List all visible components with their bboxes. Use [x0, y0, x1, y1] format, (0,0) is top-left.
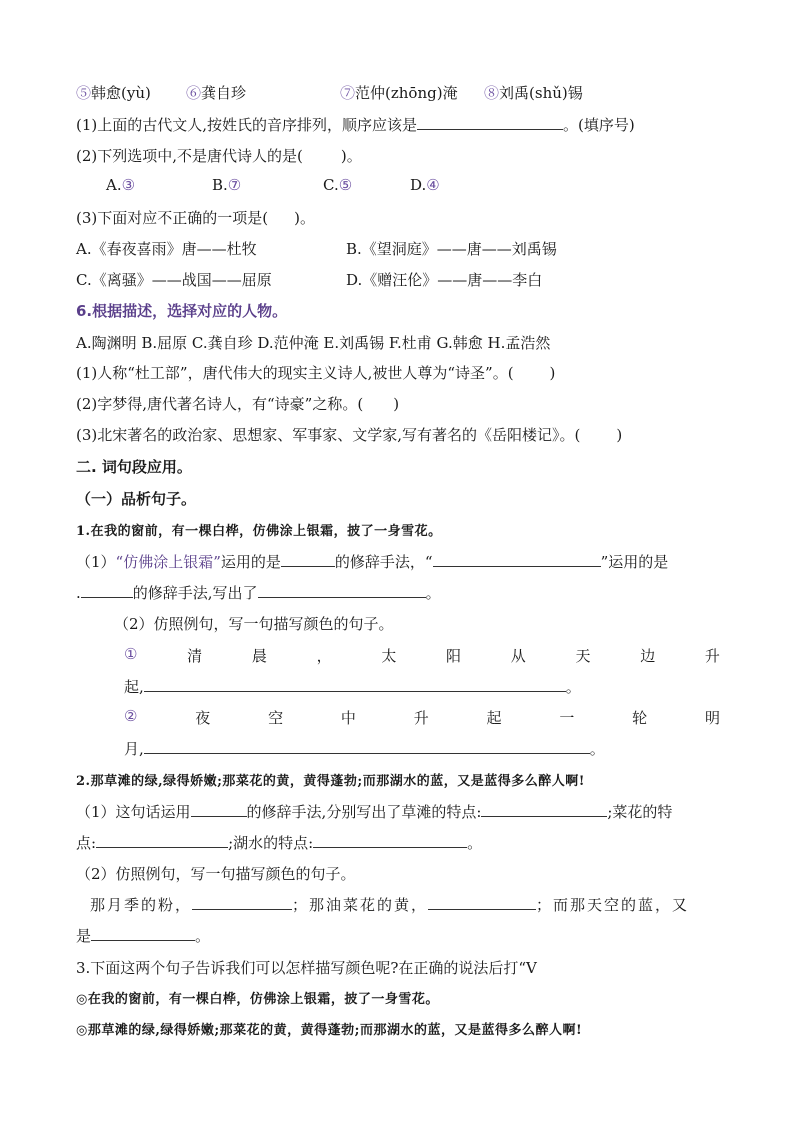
question-text: (2)下列选项中,不是唐代诗人的是( [76, 147, 303, 165]
char: 从 [510, 647, 526, 665]
char: 空 [268, 709, 284, 727]
char: 天 [575, 647, 591, 665]
punctuation: 。 [467, 834, 483, 852]
question-text: (1)人称“杜工部”，唐代伟大的现实主义诗人,被世人尊为“诗圣”。( [76, 364, 514, 382]
punctuation: 。 [425, 584, 441, 602]
subsection-title: （一）品析句子。 [76, 490, 197, 508]
char: 晨 [251, 647, 267, 665]
name-item-6 [186, 82, 246, 103]
punctuation: 。 [195, 927, 211, 945]
circled-number: ② [124, 707, 138, 725]
option-label: B. [212, 176, 228, 194]
circled-number: ⑤ [76, 84, 92, 102]
sentence-1: 1.在我的窗前，有一棵白桦，仿佛涂上银霜，披了一身雪花。 [76, 524, 442, 539]
circled-number: ③ [121, 176, 136, 194]
name-list [76, 82, 151, 103]
s3-sentence-b: ◎那草滩的绿,绿得娇嫩;那菜花的黄，黄得蓬勃;而那湖水的蓝，又是蓝得多么醉人啊! [76, 1023, 583, 1038]
name-item-7 [340, 82, 458, 103]
answer-blank[interactable] [192, 895, 292, 910]
q3-option-c: C.《离骚》——战国——屈原 [76, 271, 272, 289]
option-label: A. [106, 176, 122, 194]
question-1 [76, 114, 635, 135]
char: 边 [640, 647, 656, 665]
example-1-cont [124, 676, 581, 697]
circled-number: ⑦ [340, 84, 356, 102]
option-b [212, 176, 241, 194]
question-tail: ) [393, 395, 400, 413]
answer-blank[interactable] [433, 552, 601, 567]
answer-blank[interactable] [144, 677, 566, 692]
question-text: 的修辞手法,写出了 [132, 584, 258, 602]
option-a [106, 176, 135, 194]
answer-blank[interactable] [96, 833, 228, 848]
question-3 [76, 207, 315, 228]
circled-number: ⑥ [186, 84, 202, 102]
circled-number: ④ [426, 176, 440, 194]
part-2-title: 二. 词句段应用。 [76, 458, 192, 476]
question-text: 点: [76, 834, 97, 852]
name-item-8 [484, 82, 583, 103]
question-text: 的修辞手法,分别写出了草滩的特点: [246, 803, 482, 821]
char: 阳 [446, 647, 462, 665]
question-text: ;菜花的特 [607, 803, 673, 821]
question-tail: 。(填序号) [563, 116, 635, 134]
example-2-line [124, 707, 720, 728]
char: 升 [413, 709, 429, 727]
name-item: 龚自珍 [201, 84, 247, 102]
question-text: (3)下面对应不正确的一项是( [76, 209, 269, 227]
circled-number: ⑧ [484, 84, 500, 102]
char: 中 [340, 709, 356, 727]
example-text: ；那油菜花的黄， [292, 896, 429, 914]
question-text: ”运用的是 [600, 553, 669, 571]
quote: “仿佛涂上银霜” [115, 553, 221, 571]
question-text: (1)上面的古代文人,按姓氏的音序排列，顺序应该是 [76, 116, 418, 134]
punctuation: . [76, 584, 81, 602]
option-label: C. [323, 176, 339, 194]
char: 太 [381, 647, 397, 665]
answer-blank[interactable] [281, 552, 335, 567]
answer-blank[interactable] [191, 802, 247, 817]
option-c [323, 176, 352, 194]
char: 升 [704, 647, 720, 665]
s1-question-1-cont [76, 582, 441, 603]
s3-question: 3.下面这两个句子告诉我们可以怎样描写颜色呢?在正确的说法后打“V [76, 959, 537, 977]
s2-question-1 [76, 801, 672, 822]
s2-example-line-1 [90, 894, 689, 915]
question-tail: )。 [294, 209, 315, 227]
punctuation: 。 [589, 740, 605, 758]
name-item: 范仲(zhōng)淹 [355, 84, 458, 102]
question-text: (2)字梦得,唐代著名诗人，有“诗豪”之称。( [76, 395, 364, 413]
example-text: 那月季的粉， [90, 896, 193, 914]
example-text: ；而那天空的蓝，又 [536, 896, 690, 914]
example-text: 是 [76, 927, 92, 945]
char: 起 [486, 709, 502, 727]
circled-number: ① [124, 645, 138, 663]
char: ， [316, 647, 332, 665]
s6-question-1 [76, 362, 555, 383]
answer-blank[interactable] [313, 833, 467, 848]
question-tail: ) [549, 364, 556, 382]
answer-blank[interactable] [144, 739, 590, 754]
answer-blank[interactable] [91, 926, 195, 941]
option-d [410, 176, 440, 194]
question-text: （1）这句话运用 [76, 803, 191, 821]
person-options: A.陶渊明 B.屈原 C.龚自珍 D.范仲淹 E.刘禹锡 F.杜甫 G.韩愈 H.孟浩然 [76, 334, 551, 352]
s1-question-1 [76, 551, 668, 572]
q3-option-d: D.《赠汪伦》——唐——李白 [346, 271, 543, 289]
sentence-2: 2.那草滩的绿,绿得娇嫩;那菜花的黄，黄得蓬勃;而那湖水的蓝，又是蓝得多么醉人啊! [76, 774, 585, 789]
answer-blank[interactable] [481, 802, 607, 817]
answer-blank[interactable] [81, 583, 133, 598]
name-item: 刘禹(shǔ)锡 [499, 84, 583, 102]
question-text: ;湖水的特点: [228, 834, 314, 852]
s2-example-line-2 [76, 925, 210, 946]
answer-blank[interactable] [428, 895, 536, 910]
circled-number: ⑦ [227, 176, 242, 194]
question-text: (3)北宋著名的政治家、思想家、军事家、文学家,写有著名的《岳阳楼记》。( [76, 426, 581, 444]
q3-option-b: B.《望洞庭》——唐——刘禹锡 [346, 240, 557, 258]
example-1-line [124, 645, 720, 666]
s3-sentence-a: ◎在我的窗前，有一棵白桦，仿佛涂上银霜，披了一身雪花。 [76, 992, 439, 1007]
q3-option-a: A.《春夜喜雨》唐——杜牧 [76, 240, 257, 258]
s1-question-2: （2）仿照例句，写一句描写颜色的句子。 [114, 615, 394, 633]
char: 夜 [195, 709, 211, 727]
char: 明 [704, 709, 720, 727]
char: 清 [187, 647, 203, 665]
question-tail: ) [616, 426, 623, 444]
name-item: 韩愈(yù) [91, 84, 151, 102]
question-number: （1） [76, 553, 116, 571]
s6-question-2 [76, 393, 399, 414]
answer-blank[interactable] [258, 583, 426, 598]
section-6-title: 6.根据描述，选择对应的人物。 [76, 302, 288, 320]
example-2-cont [124, 738, 605, 759]
char: 轮 [632, 709, 648, 727]
question-tail: )。 [340, 147, 362, 165]
s6-question-3 [76, 424, 622, 445]
answer-blank[interactable] [417, 115, 563, 130]
circled-number: ⑤ [338, 176, 353, 194]
char: 月, [124, 740, 144, 758]
question-text: 运用的是 [220, 553, 281, 571]
question-2 [76, 145, 362, 166]
option-label: D. [410, 176, 427, 194]
question-text: 的修辞手法，“ [334, 553, 433, 571]
s2-question-1-cont [76, 832, 482, 853]
char: 起, [124, 678, 144, 696]
s2-question-2: （2）仿照例句，写一句描写颜色的句子。 [76, 865, 356, 883]
char: 一 [559, 709, 575, 727]
punctuation: 。 [565, 678, 581, 696]
